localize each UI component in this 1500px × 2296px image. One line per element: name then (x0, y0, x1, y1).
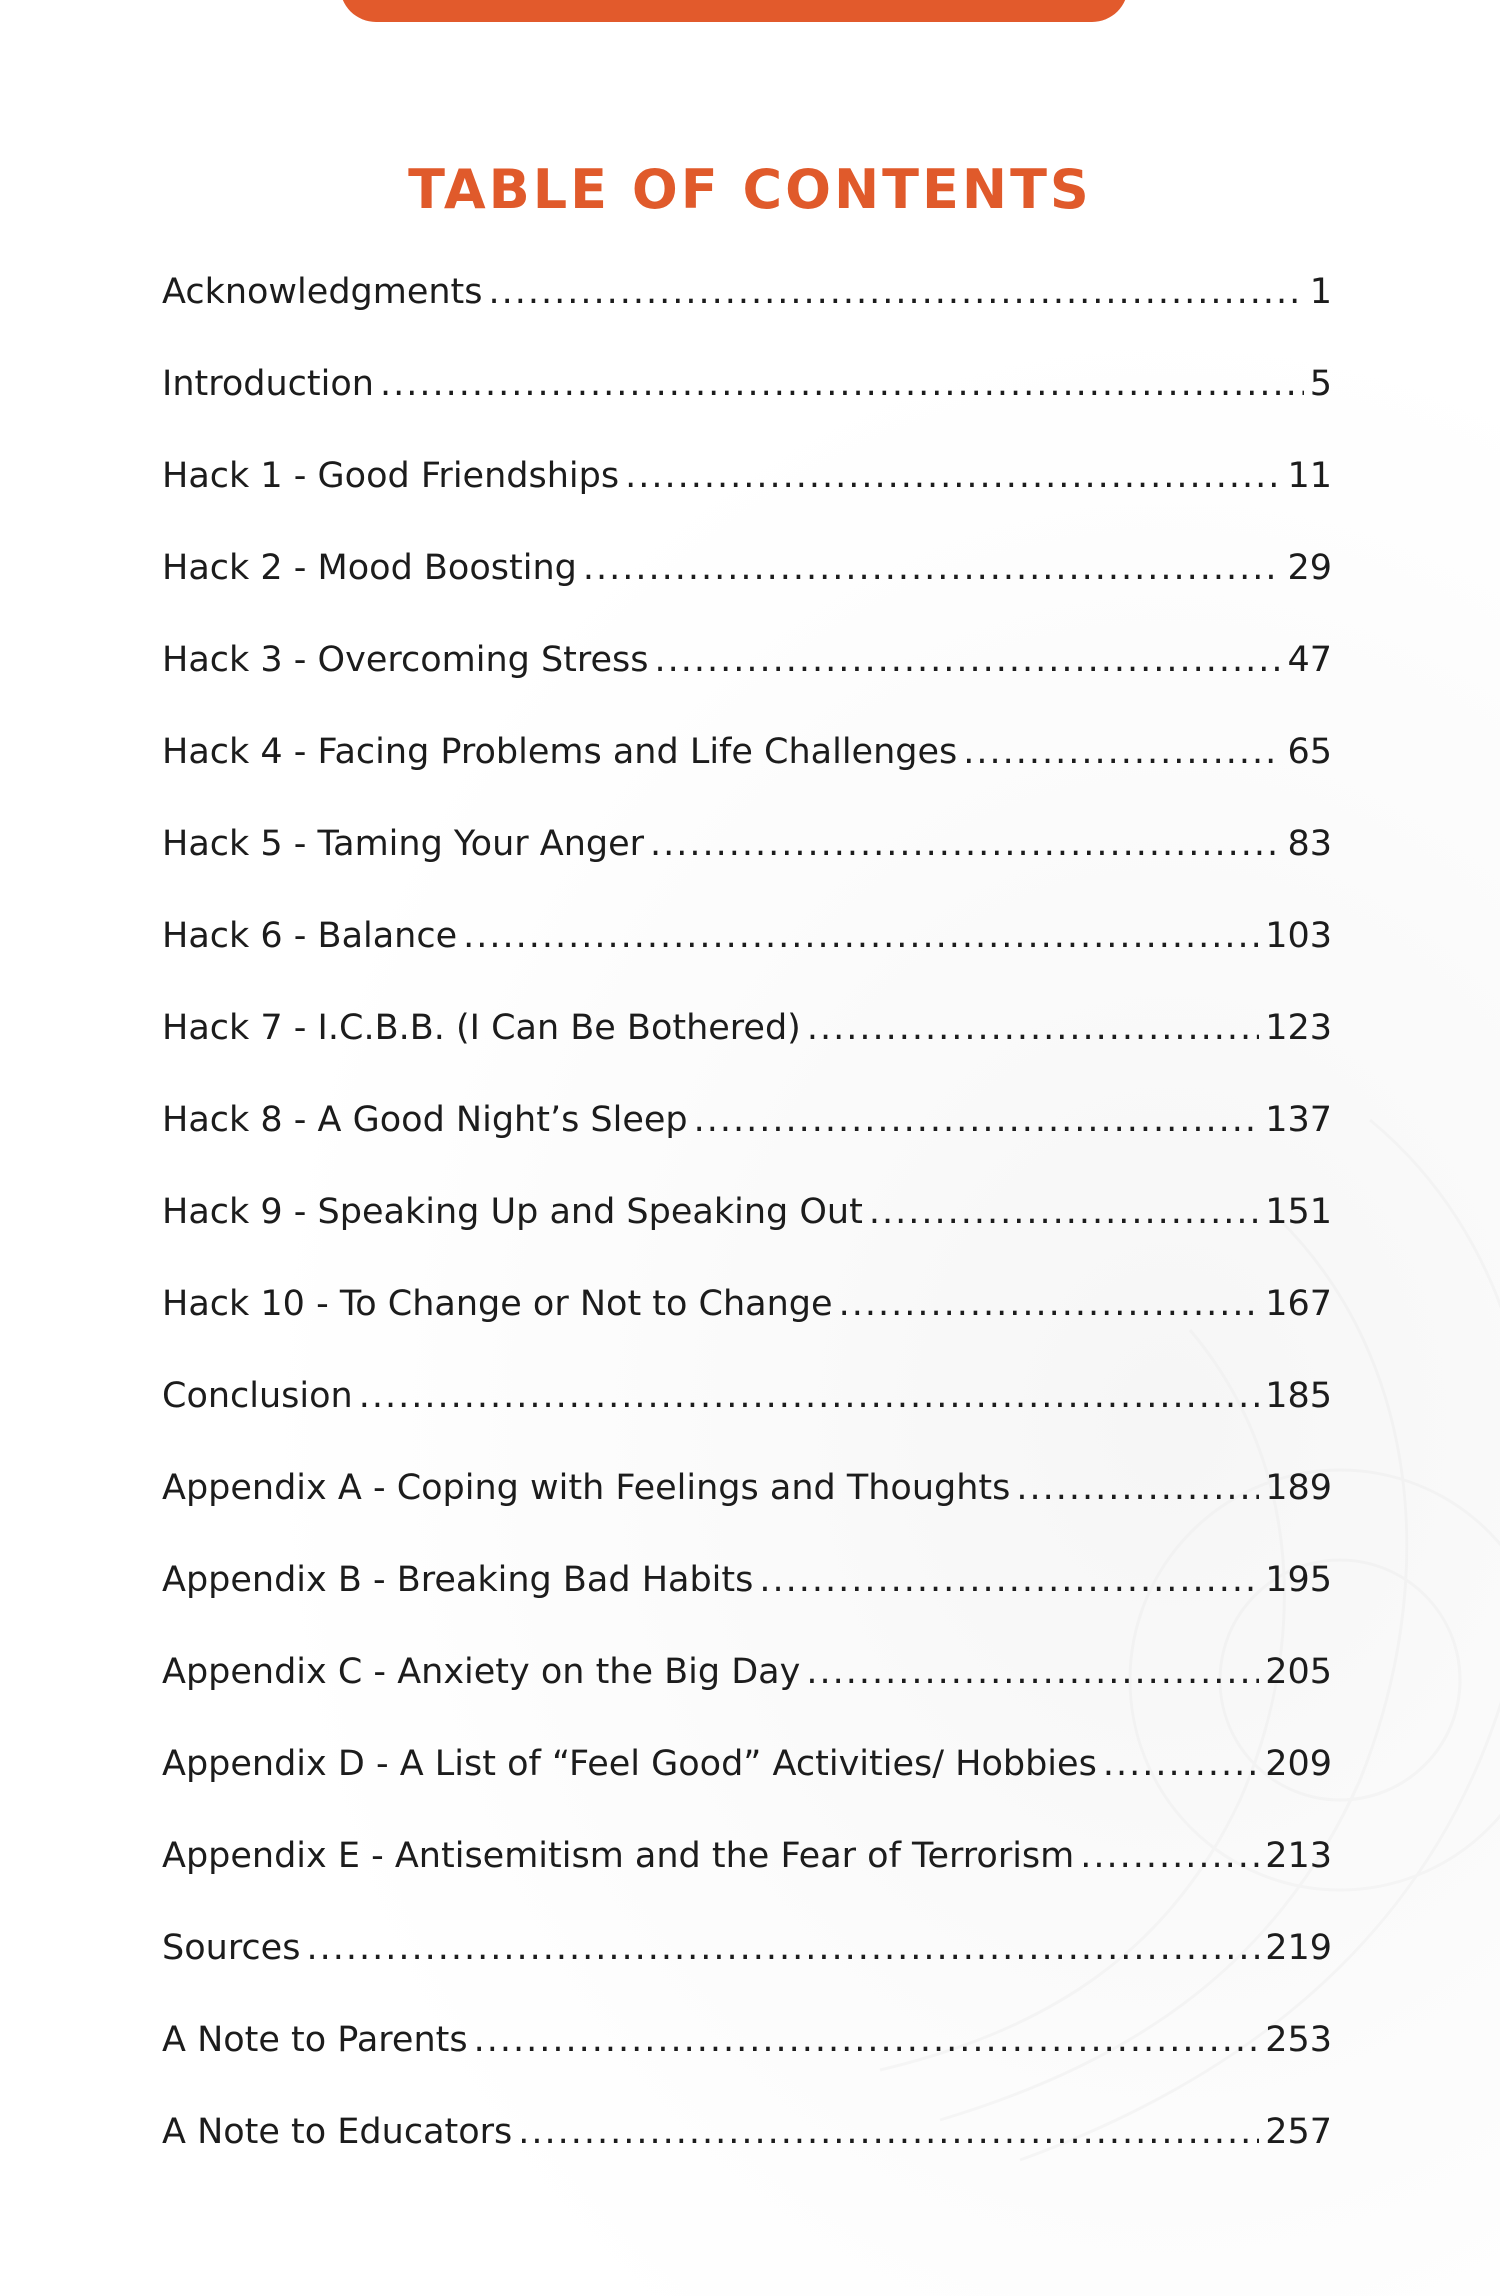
toc-dot-leader (1016, 1458, 1259, 1518)
toc-entry (162, 354, 1332, 446)
toc-entry-label: Hack 2 - Mood Boosting (162, 548, 577, 588)
toc-entry (162, 998, 1332, 1090)
toc-entry-label: Acknowledgments (162, 272, 483, 312)
toc-dot-leader (807, 998, 1259, 1058)
toc-entry (162, 1918, 1332, 2010)
toc-entry (162, 446, 1332, 538)
toc-entry-label: Appendix A - Coping with Feelings and Thoughts (162, 1468, 1011, 1508)
toc-entry-label: Appendix B - Breaking Bad Habits (162, 1560, 754, 1600)
toc-entry-page-number: 253 (1265, 2020, 1332, 2060)
top-accent-bar (340, 0, 1128, 22)
toc-entry (162, 538, 1332, 630)
toc-entry-label: Hack 5 - Taming Your Anger (162, 824, 645, 864)
toc-dot-leader (694, 1090, 1260, 1150)
toc-entry (162, 1826, 1332, 1918)
toc-entry-page-number: 167 (1265, 1284, 1332, 1324)
toc-dot-leader (1103, 1734, 1259, 1794)
toc-entry-page-number: 213 (1265, 1836, 1332, 1876)
toc-dot-leader (474, 2010, 1260, 2070)
toc-entry-page-number: 195 (1265, 1560, 1332, 1600)
toc-dot-leader (463, 906, 1259, 966)
toc-dot-leader (963, 722, 1281, 782)
toc-entry-page-number: 189 (1265, 1468, 1332, 1508)
toc-entry-page-number: 83 (1287, 824, 1332, 864)
toc-entry-page-number: 219 (1265, 1928, 1332, 1968)
toc-entry-page-number: 5 (1309, 364, 1332, 404)
toc-entry (162, 630, 1332, 722)
toc-entry-label: Hack 10 - To Change or Not to Change (162, 1284, 833, 1324)
toc-dot-leader (759, 1550, 1259, 1610)
toc-entry-page-number: 65 (1287, 732, 1332, 772)
toc-entry-page-number: 137 (1265, 1100, 1332, 1140)
toc-entry (162, 2010, 1332, 2102)
toc-entry-page-number: 257 (1265, 2112, 1332, 2152)
toc-entry (162, 1550, 1332, 1642)
toc-dot-leader (359, 1366, 1259, 1426)
toc-entry-page-number: 123 (1265, 1008, 1332, 1048)
toc-entry (162, 814, 1332, 906)
table-of-contents-list (162, 262, 1332, 2194)
toc-entry-page-number: 1 (1309, 272, 1332, 312)
toc-dot-leader (306, 1918, 1259, 1978)
toc-dot-leader (625, 446, 1281, 506)
toc-entry (162, 1182, 1332, 1274)
toc-entry-label: Introduction (162, 364, 374, 404)
toc-dot-leader (869, 1182, 1259, 1242)
toc-entry (162, 1366, 1332, 1458)
toc-entry-label: Hack 6 - Balance (162, 916, 458, 956)
toc-dot-leader (489, 262, 1304, 322)
toc-dot-leader (806, 1642, 1259, 1702)
toc-entry-label: A Note to Parents (162, 2020, 468, 2060)
toc-entry (162, 1274, 1332, 1366)
toc-entry-label: Hack 3 - Overcoming Stress (162, 640, 649, 680)
toc-entry-page-number: 185 (1265, 1376, 1332, 1416)
toc-dot-leader (650, 814, 1281, 874)
toc-dot-leader (655, 630, 1282, 690)
toc-entry (162, 2102, 1332, 2194)
toc-entry-page-number: 151 (1265, 1192, 1332, 1232)
page-title: TABLE OF CONTENTS (408, 158, 1092, 221)
toc-entry (162, 262, 1332, 354)
toc-dot-leader (380, 354, 1304, 414)
toc-entry-label: Hack 7 - I.C.B.B. (I Can Be Bothered) (162, 1008, 801, 1048)
toc-entry-label: A Note to Educators (162, 2112, 513, 2152)
toc-entry (162, 1642, 1332, 1734)
toc-entry-label: Appendix C - Anxiety on the Big Day (162, 1652, 801, 1692)
toc-entry-page-number: 11 (1287, 456, 1332, 496)
toc-entry-page-number: 205 (1265, 1652, 1332, 1692)
toc-entry-label: Hack 8 - A Good Night’s Sleep (162, 1100, 688, 1140)
toc-dot-leader (839, 1274, 1260, 1334)
toc-entry (162, 1090, 1332, 1182)
toc-entry (162, 906, 1332, 998)
toc-entry-label: Hack 9 - Speaking Up and Speaking Out (162, 1192, 863, 1232)
toc-entry-label: Hack 4 - Facing Problems and Life Challenges (162, 732, 958, 772)
toc-entry-page-number: 103 (1265, 916, 1332, 956)
toc-entry-label: Hack 1 - Good Friendships (162, 456, 620, 496)
toc-entry (162, 722, 1332, 814)
toc-dot-leader (518, 2102, 1259, 2162)
toc-dot-leader (583, 538, 1282, 598)
toc-entry-page-number: 47 (1287, 640, 1332, 680)
toc-entry-label: Conclusion (162, 1376, 353, 1416)
toc-entry-label: Appendix E - Antisemitism and the Fear of Terrorism (162, 1836, 1075, 1876)
toc-entry-label: Appendix D - A List of “Feel Good” Activities/ Hobbies (162, 1744, 1097, 1784)
toc-dot-leader (1080, 1826, 1259, 1886)
toc-entry (162, 1458, 1332, 1550)
toc-entry-page-number: 29 (1287, 548, 1332, 588)
toc-entry-label: Sources (162, 1928, 301, 1968)
toc-entry (162, 1734, 1332, 1826)
toc-entry-page-number: 209 (1265, 1744, 1332, 1784)
